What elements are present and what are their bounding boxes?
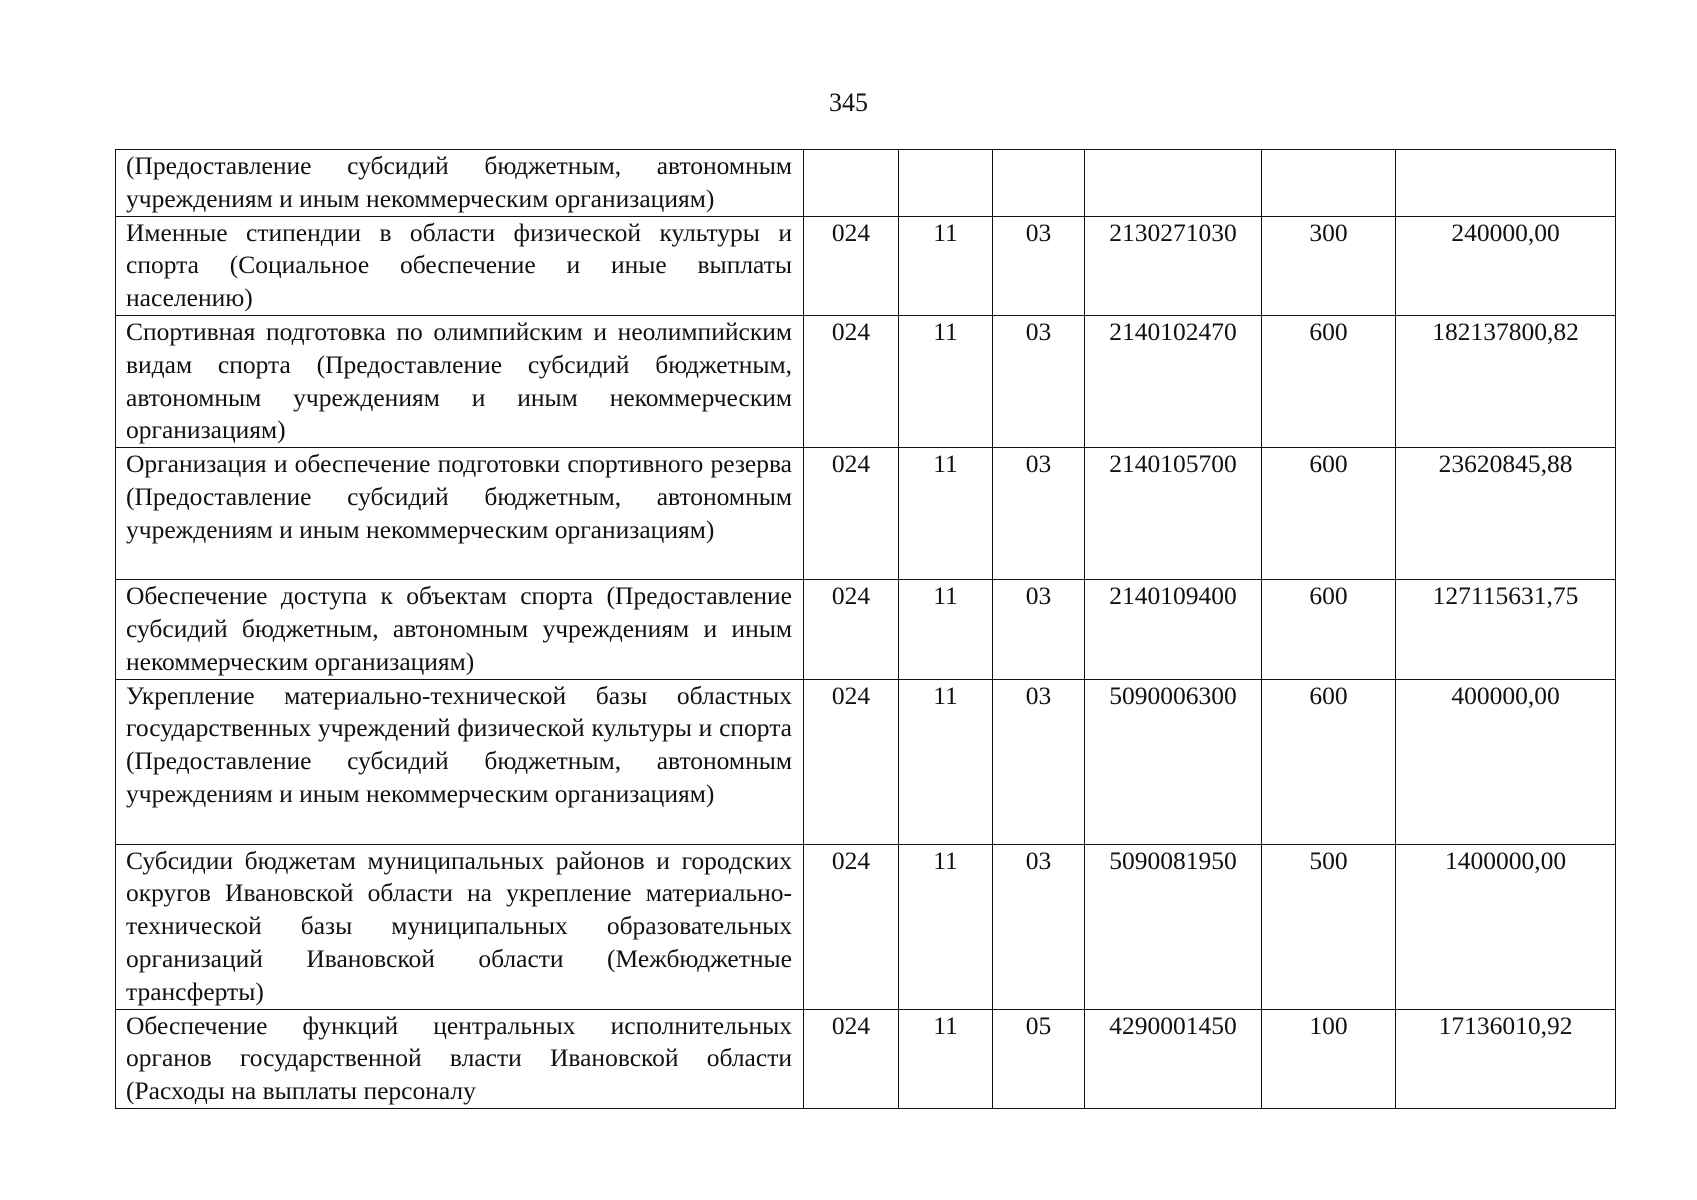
expense-type-code-cell — [1262, 150, 1396, 217]
department-code-cell: 024 — [804, 844, 899, 1009]
expense-name-cell: Укрепление материально-технической базы областных государственных учреждений физической культуры и спорта (Предоставление субсидий бюджетным, автономным учреждениям и иным некоммерческим организациям) — [116, 679, 804, 844]
subsection-code-cell: 03 — [993, 216, 1085, 315]
amount-cell: 1400000,00 — [1396, 844, 1616, 1009]
section-code-cell — [899, 150, 993, 217]
target-item-code-cell: 5090006300 — [1085, 679, 1262, 844]
department-code-cell: 024 — [804, 216, 899, 315]
section-code-cell: 11 — [899, 1009, 993, 1108]
table-row — [116, 580, 1616, 679]
expense-name-cell: (Предоставление субсидий бюджетным, автономным учреждениям и иным некоммерческим организациям) — [116, 150, 804, 217]
amount-cell: 17136010,92 — [1396, 1009, 1616, 1108]
table-row — [116, 844, 1616, 1009]
target-item-code-cell — [1085, 150, 1262, 217]
expense-type-code-cell: 300 — [1262, 216, 1396, 315]
subsection-code-cell: 03 — [993, 580, 1085, 679]
subsection-code-cell: 03 — [993, 844, 1085, 1009]
table-row — [116, 216, 1616, 315]
subsection-code-cell: 05 — [993, 1009, 1085, 1108]
subsection-code-cell: 03 — [993, 315, 1085, 447]
section-code-cell: 11 — [899, 844, 993, 1009]
department-code-cell: 024 — [804, 679, 899, 844]
expense-type-code-cell: 100 — [1262, 1009, 1396, 1108]
table-row — [116, 150, 1616, 217]
amount-cell: 23620845,88 — [1396, 448, 1616, 580]
department-code-cell: 024 — [804, 1009, 899, 1108]
department-code-cell — [804, 150, 899, 217]
department-code-cell: 024 — [804, 448, 899, 580]
section-code-cell: 11 — [899, 216, 993, 315]
section-code-cell: 11 — [899, 315, 993, 447]
table-row — [116, 448, 1616, 580]
target-item-code-cell: 2140105700 — [1085, 448, 1262, 580]
target-item-code-cell: 2140102470 — [1085, 315, 1262, 447]
expense-name-cell: Обеспечение доступа к объектам спорта (Предоставление субсидий бюджетным, автономным учреждениям и иным некоммерческим организациям) — [116, 580, 804, 679]
amount-cell — [1396, 150, 1616, 217]
expense-type-code-cell: 600 — [1262, 580, 1396, 679]
expense-type-code-cell: 600 — [1262, 679, 1396, 844]
expense-type-code-cell: 600 — [1262, 448, 1396, 580]
amount-cell: 240000,00 — [1396, 216, 1616, 315]
target-item-code-cell: 2140109400 — [1085, 580, 1262, 679]
subsection-code-cell: 03 — [993, 448, 1085, 580]
page-number: 345 — [829, 88, 868, 117]
department-code-cell: 024 — [804, 315, 899, 447]
amount-cell: 127115631,75 — [1396, 580, 1616, 679]
budget-table — [115, 149, 1616, 1109]
department-code-cell: 024 — [804, 580, 899, 679]
section-code-cell: 11 — [899, 679, 993, 844]
section-code-cell: 11 — [899, 448, 993, 580]
table-row — [116, 679, 1616, 844]
subsection-code-cell — [993, 150, 1085, 217]
expense-type-code-cell: 600 — [1262, 315, 1396, 447]
target-item-code-cell: 4290001450 — [1085, 1009, 1262, 1108]
expense-name-cell: Спортивная подготовка по олимпийским и неолимпийским видам спорта (Предоставление субсидий бюджетным, автономным учреждениям и иным некоммерческим организациям) — [116, 315, 804, 447]
expense-name-cell: Именные стипендии в области физической культуры и спорта (Социальное обеспечение и иные выплаты населению) — [116, 216, 804, 315]
amount-cell: 400000,00 — [1396, 679, 1616, 844]
table-row — [116, 315, 1616, 447]
section-code-cell: 11 — [899, 580, 993, 679]
target-item-code-cell: 5090081950 — [1085, 844, 1262, 1009]
target-item-code-cell: 2130271030 — [1085, 216, 1262, 315]
table-row — [116, 1009, 1616, 1108]
expense-type-code-cell: 500 — [1262, 844, 1396, 1009]
expense-name-cell: Субсидии бюджетам муниципальных районов и городских округов Ивановской области на укрепление материально-технической базы муниципальных образовательных организаций Ивановской области (Межбюджетные трансферты) — [116, 844, 804, 1009]
expense-name-cell: Организация и обеспечение подготовки спортивного резерва (Предоставление субсидий бюджетным, автономным учреждениям и иным некоммерческим организациям) — [116, 448, 804, 580]
subsection-code-cell: 03 — [993, 679, 1085, 844]
expense-name-cell: Обеспечение функций центральных исполнительных органов государственной власти Ивановской области (Расходы на выплаты персоналу — [116, 1009, 804, 1108]
amount-cell: 182137800,82 — [1396, 315, 1616, 447]
